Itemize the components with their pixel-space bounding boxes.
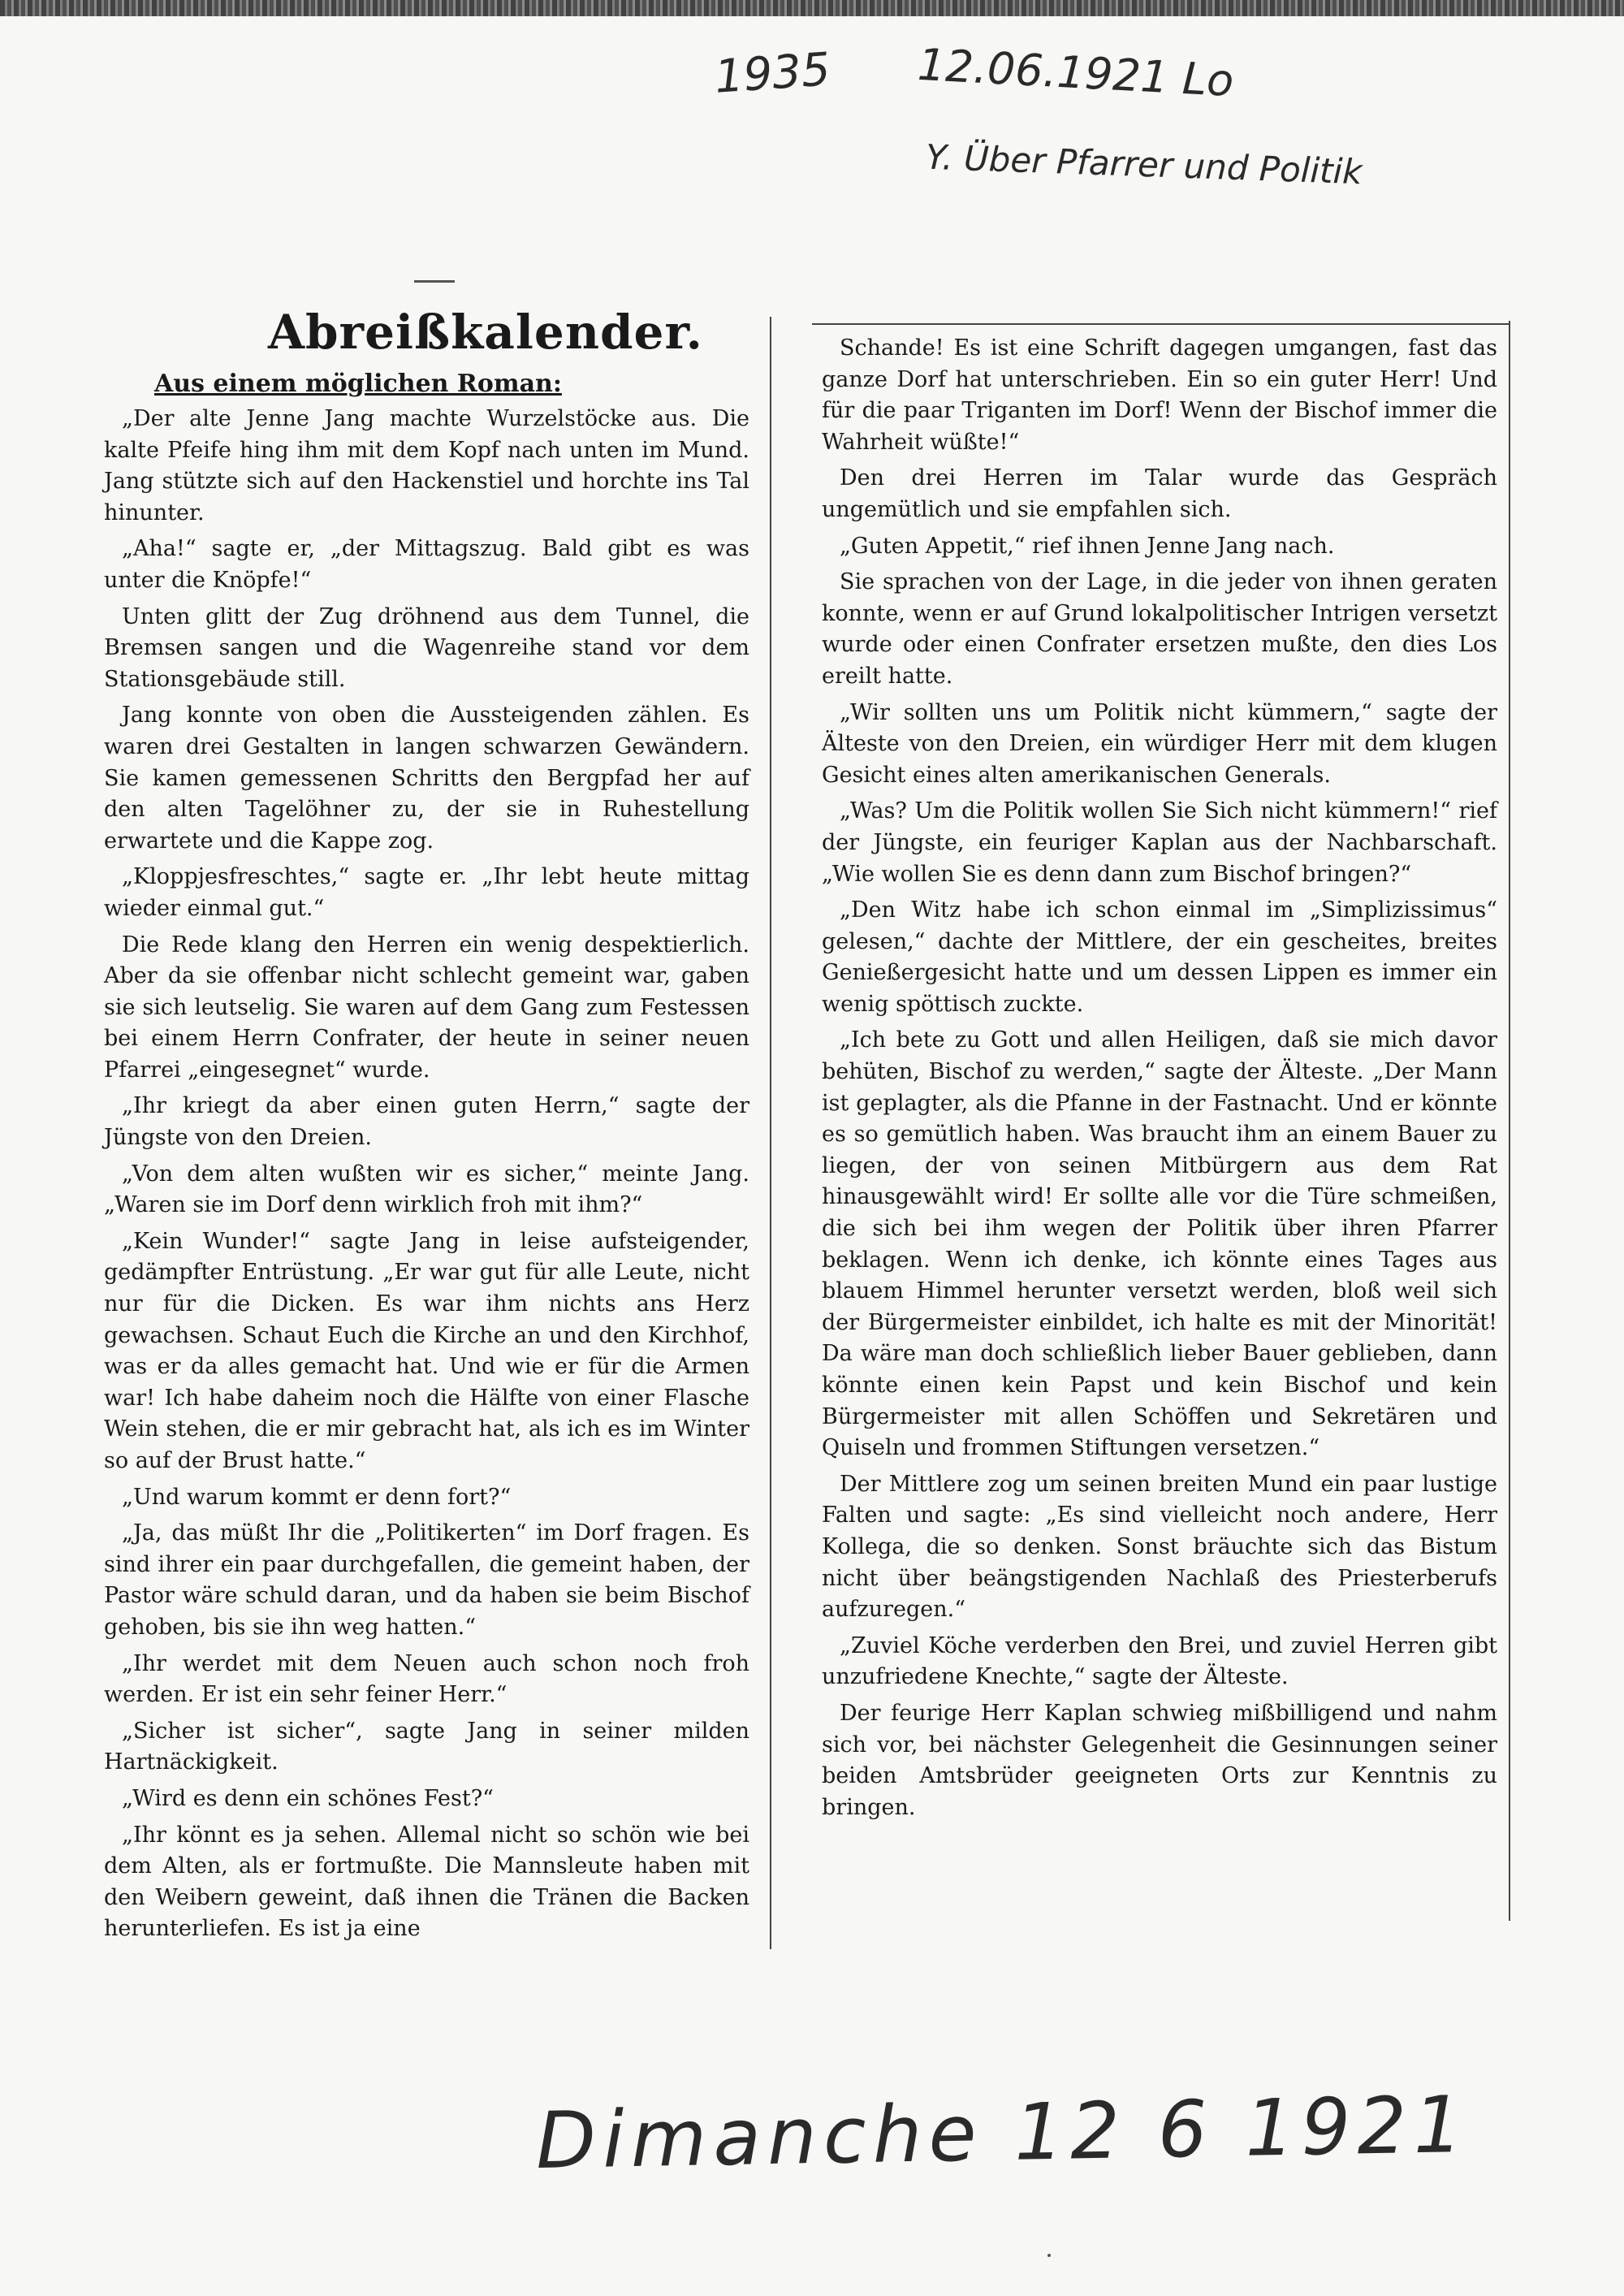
- paragraph: „Wird es denn ein schönes Fest?“: [122, 1785, 494, 1811]
- left-column: [104, 404, 749, 1950]
- paragraph: „Ihr könnt es ja sehen. Allemal nicht so schön wie bei dem Alten, als er fortmußte. Die Mannsleute haben mit den Weibern geweint, daß ihnen die Tränen die Backen herunterliefen. Es ist ja eine: [104, 1822, 749, 1942]
- scan-speck: [1047, 2254, 1051, 2257]
- paragraph: „Ja, das müßt Ihr die „Politikerten“ im Dorf fragen. Es sind ihrer ein paar durchgefallen, die gemeint haben, der Pastor wäre schuld daran, und da haben sie beim Bischof gehoben, bis sie ihn weg hatten.“: [104, 1520, 749, 1640]
- paragraph: „Kein Wunder!“ sagte Jang in leise aufsteigender, gedämpfter Entrüstung. „Er war gut für alle Leute, nicht nur für die Dicken. Es war ihm nichts ans Herz gewachsen. Schaut Euch die Kirche an und den Kirchhof, was er da alles gemacht hat. Und wie er für die Armen war! Ich habe daheim noch die Hälfte von einer Flasche Wein stehen, die er mir gebracht hat, als ich es im Winter so auf der Brust hatte.“: [104, 1228, 749, 1473]
- handwritten-category-note: Y. Über Pfarrer und Politik: [925, 136, 1363, 192]
- article-subtitle: Aus einem möglichen Roman:: [154, 370, 562, 398]
- paragraph: „Den Witz habe ich schon einmal im „Simplizissimus“ gelesen,“ dachte der Mittlere, der ein gescheites, breites Genießergesicht hatte und um dessen Lippen es immer ein wenig spöttisch zuckte.: [822, 897, 1497, 1017]
- paragraph: Der feurige Herr Kaplan schwieg mißbilligend und nahm sich vor, bei nächster Gelegenheit die Gesinnungen seiner beiden Amtsbrüder geeigneten Orts zur Kenntnis zu bringen.: [822, 1700, 1497, 1820]
- paragraph: „Wir sollten uns um Politik nicht kümmern,“ sagte der Älteste von den Dreien, ein würdiger Herr mit dem klugen Gesicht eines alten amerikanischen Generals.: [822, 699, 1497, 788]
- paragraph: „Aha!“ sagte er, „der Mittagszug. Bald gibt es was unter die Knöpfe!“: [104, 536, 749, 593]
- column-border-right: [1509, 321, 1510, 1921]
- paragraph: „Der alte Jenne Jang machte Wurzelstöcke aus. Die kalte Pfeife hing ihm mit dem Kopf nach unten im Mund. Jang stützte sich auf den Hackenstiel und horchte ins Tal hinunter.: [104, 406, 749, 525]
- column-divider: [770, 317, 771, 1949]
- paragraph: „Zuviel Köche verderben den Brei, und zuviel Herren gibt unzufriedene Knechte,“ sagte der Älteste.: [822, 1632, 1497, 1690]
- scan-edge-strip: [0, 0, 1624, 16]
- right-column: [822, 333, 1497, 1828]
- handwritten-bottom-date: Dimanche 12 6 1921: [535, 2078, 1471, 2187]
- column-border-top: [812, 323, 1510, 325]
- paragraph: „Von dem alten wußten wir es sicher,“ meinte Jang. „Waren sie im Dorf denn wirklich froh mit ihm?“: [104, 1161, 749, 1218]
- paragraph: „Ihr kriegt da aber einen guten Herrn,“ sagte der Jüngste von den Dreien.: [104, 1093, 749, 1151]
- paragraph: „Ich bete zu Gott und allen Heiligen, daß sie mich davor behüten, Bischof zu werden,“ sagte der Älteste. „Der Mann ist geplagter, als die Pfanne in der Fastnacht. Und er könnte es so gemütlich haben. Was braucht ihm an einem Bauer zu liegen, der von seinen Mitbürgern aus dem Rat hinausgewählt wird! Er sollte alle vor die Türe schmeißen, die sich bei ihm wegen der Politik über ihren Pfarrer beklagen. Wenn ich denke, ich könnte eines Tages aus blauem Himmel herunter versetzt werden, bloß weil sich der Bürgermeister einbildet, ich halte es mit der Minorität! Da wäre man doch schließlich lieber Bauer geblieben, dann könnte einen kein Papst und kein Bischof und kein Bürgermeister mit allen Schöffen und Sekretären und Quiseln und frommen Stiftungen versetzen.“: [822, 1027, 1497, 1461]
- paragraph: Sie sprachen von der Lage, in die jeder von ihnen geraten konnte, wenn er auf Grund lokalpolitischer Intrigen versetzt wurde oder einen Confrater ersetzen mußte, den dies Los ereilt hatte.: [822, 569, 1497, 689]
- paragraph: „Kloppjesfreschtes,“ sagte er. „Ihr lebt heute mittag wieder einmal gut.“: [104, 864, 749, 921]
- paragraph: Schande! Es ist eine Schrift dagegen umgangen, fast das ganze Dorf hat unterschrieben. Ein so ein guter Herr! Und für die paar Triganten im Dorf! Wenn der Bischof immer die Wahrheit wüßte!“: [822, 335, 1497, 455]
- title-rule: [414, 280, 455, 283]
- paragraph: „Und warum kommt er denn fort?“: [122, 1484, 512, 1510]
- paragraph: Die Rede klang den Herren ein wenig despektierlich. Aber da sie offenbar nicht schlecht gemeint war, gaben sie sich leutselig. Sie waren auf dem Gang zum Festessen bei einem Herrn Confrater, der heute in seiner neuen Pfarrei „eingesegnet“ wurde.: [104, 932, 749, 1083]
- paragraph: „Sicher ist sicher“, sagte Jang in seiner milden Hartnäckigkeit.: [104, 1718, 749, 1775]
- paragraph: Der Mittlere zog um seinen breiten Mund ein paar lustige Falten und sagte: „Es sind vielleicht noch andere, Herr Kollega, die so denken. Sonst bräuchte sich das Bistum nicht über beängstigenden Nachlaß des Priesterberufs aufzuregen.“: [822, 1471, 1497, 1623]
- paragraph: Unten glitt der Zug dröhnend aus dem Tunnel, die Bremsen sangen und die Wagenreihe stand vor dem Stationsgebäude still.: [104, 603, 749, 692]
- paragraph: Den drei Herren im Talar wurde das Gespräch ungemütlich und sie empfahlen sich.: [822, 465, 1497, 522]
- handwritten-archive-date: 12.06.1921 Lo: [916, 38, 1235, 107]
- paragraph: Jang konnte von oben die Aussteigenden zählen. Es waren drei Gestalten in langen schwarzen Gewändern. Sie kamen gemessenen Schritts den Bergpfad her auf den alten Tagelöhner zu, der sie in Ruhestellung erwartete und die Kappe zog.: [104, 703, 749, 854]
- article-title: Abreißkalender.: [268, 305, 703, 360]
- paragraph: „Guten Appetit,“ rief ihnen Jenne Jang nach.: [840, 533, 1335, 559]
- paragraph: „Was? Um die Politik wollen Sie Sich nicht kümmern!“ rief der Jüngste, ein feuriger Kaplan aus der Nachbarschaft. „Wie wollen Sie es denn dann zum Bischof bringen?“: [822, 798, 1497, 887]
- paragraph: „Ihr werdet mit dem Neuen auch schon noch froh werden. Er ist ein sehr feiner Herr.“: [104, 1650, 749, 1708]
- handwritten-archive-number: 1935: [712, 43, 832, 104]
